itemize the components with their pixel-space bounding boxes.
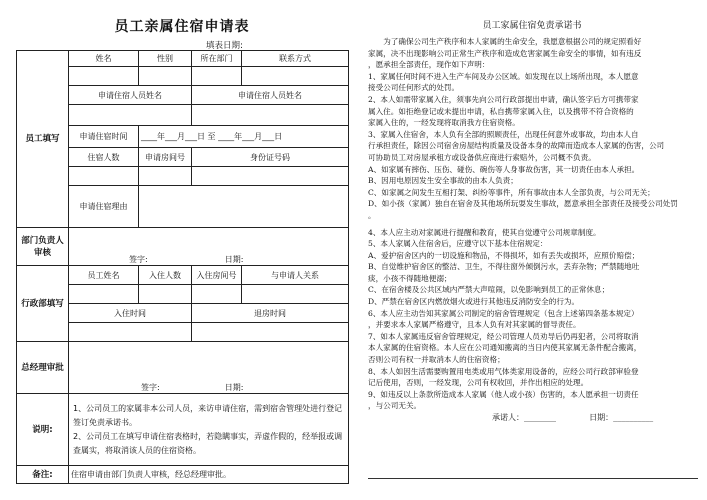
- dept-head-sign-cell[interactable]: [69, 228, 349, 266]
- letter-line: 8、本人如因生活需要购置用电类或用气体类家用设备的，应经公司行政部审验登: [368, 366, 639, 376]
- id-number-label: 身份证号码: [192, 148, 349, 167]
- letter-line: A、爱护宿舍区内的一切设施和物品，不得损坏，如有丢失或损坏，应照价赔偿；: [368, 250, 640, 260]
- id-number-cell[interactable]: [192, 167, 349, 186]
- col-relation: 与申请人关系: [242, 266, 349, 285]
- letter-line: 。: [368, 210, 376, 220]
- letter-line: C、如家属之间发生互相打架、纠纷等事件，所有事故由本人全部负责，与公司无关；: [368, 187, 655, 197]
- applicant-gender-cell[interactable]: [139, 67, 192, 86]
- dept-head-sign-label: 签字:: [129, 255, 148, 264]
- checkout-time-label: 退房时间: [192, 304, 349, 323]
- relative-name-cell-1[interactable]: [69, 105, 192, 126]
- letter-line: A、如家属有摔伤、压伤、碰伤、碗伤等人身事故伤害，其一切责任由本人承担。: [368, 164, 640, 174]
- col-name: 姓名: [69, 51, 139, 67]
- employee-name-cell[interactable]: [69, 285, 139, 304]
- letter-line: B、因用电原因发生安全事故的由本人负责；: [368, 176, 518, 186]
- letter-line: D、严禁在宿舍区内燃放烟火或进行其他违反消防安全的行为。: [368, 297, 580, 307]
- checkin-count-cell[interactable]: [139, 285, 192, 304]
- col-gender: 性别: [139, 51, 192, 67]
- letter-line: 7、如本人家属违反宿舍管理规定，经公司管理人员劝导后仍再犯者，公司将取消: [368, 331, 639, 341]
- notes-cell: [69, 394, 349, 466]
- col-dept: 所在部门: [192, 51, 242, 67]
- letter-line: B、自觉维护宿舍区的整洁、卫生，不得往窗外倾倒污水，丢弃杂物；严禁随地吐: [368, 262, 640, 272]
- applicant-name-cell[interactable]: [69, 67, 139, 86]
- letter-line: 家属入住的，一经发现将取消我方住宿资格。: [368, 118, 520, 128]
- section-admin: 行政部填写: [17, 266, 69, 342]
- letter-line: 为了确保公司生产秩序和本人家属的生命安全，我愿意根据公司的规定照看好: [383, 37, 642, 46]
- stay-time-label: 申请住宿时间: [69, 126, 139, 148]
- reason-cell[interactable]: [139, 186, 349, 228]
- letter-line: 5、本人家属入住宿舍后，应遵守以下基本住宿规定：: [368, 239, 548, 249]
- room-number-label: 申请房间号: [139, 148, 192, 167]
- gm-sign-label: 签字:: [141, 383, 160, 392]
- letter-line: C、在宿舍楼及公共区域内严禁大声喧闹，以免影响到员工的正常休息；: [368, 285, 610, 295]
- note-item-1: 1、公司员工的家属非本公司人员，来访申请住宿，需到宿舍管理处进行登记签订免责承诺书。: [73, 403, 343, 427]
- application-table: [16, 50, 349, 484]
- applicant-dept-cell[interactable]: [192, 67, 242, 86]
- col-employee-name: 员工姓名: [69, 266, 139, 285]
- checkout-time-cell[interactable]: [192, 323, 349, 342]
- col-checkin-count: 入住人数: [139, 266, 192, 285]
- col-checkin-room: 入住房间号: [192, 266, 242, 285]
- letter-line: ，并要求本人家属严格遵守，且本人负有对其家属的督导责任。: [368, 320, 581, 330]
- gm-sign-cell[interactable]: [69, 342, 349, 394]
- section-applicant: 员工填写: [17, 51, 69, 228]
- letter-line: 3、家属入住宿舍，本人负有全部的照顾责任，出现任何意外或事故，均由本人自: [368, 129, 639, 139]
- reason-label: 申请住宿理由: [69, 186, 139, 228]
- section-dept-head: 部门负责人审核: [17, 228, 69, 266]
- letter-line: 记后使用，否则，一经发现，公司有权收回，并作出相应的处理。: [368, 378, 589, 388]
- stay-time-value[interactable]: ____年___月___日 至 ____年___月___日: [139, 126, 349, 148]
- letter-line: 痰，小孩不得随地便溺；: [368, 273, 452, 283]
- letter-line: 行承担责任，除因公司宿舍房屋结构质量及设备本身的故障而造成本人家属的伤害，公司: [368, 141, 665, 151]
- promisor-label[interactable]: 承诺人：________: [492, 413, 556, 422]
- section-remark: 备注:: [17, 466, 69, 484]
- applicant-contact-cell[interactable]: [242, 67, 349, 86]
- remark-text: 住宿申请由部门负责人审核，经总经理审批。: [69, 466, 349, 484]
- dept-head-date-label: 日期:: [224, 255, 244, 264]
- letter-title: 员工家属住宿免责承诺书: [482, 21, 582, 31]
- letter-line: 家属，决不出现影响公司正常生产秩序和造成危害家属生命安全的事情，如有违反: [368, 48, 642, 58]
- form-title: 员工亲属住宿申请表: [114, 19, 250, 35]
- letter-line: D、如小孩（家属）独自在宿舍及其他场所玩耍发生事故，愿意承担全部责任及接受公司处罚: [368, 199, 678, 209]
- letter-line: 6、本人应主动告知其家属公司制定的宿舍管理规定（包含上述第四条基本规定）: [368, 308, 639, 318]
- letter-line: 属入住。如拒绝登记或未提出申请，私自携带家属入住，以及携带不符合资格的: [368, 106, 634, 116]
- fill-date-label: 填表日期:: [206, 41, 243, 51]
- people-count-label: 住宿人数: [69, 148, 139, 167]
- letter-line: 9、如违反以上条款所造成本人家属（他人或小孩）伤害的，本人愿承担一切责任: [368, 389, 639, 399]
- letter-line: 4、本人应主动对家属进行提醒和教育，使其自觉遵守公司规章制度。: [368, 227, 601, 237]
- letter-line: ，与公司无关。: [368, 401, 422, 411]
- signature-date-label[interactable]: 日期：__________: [589, 413, 654, 422]
- signature-line: [492, 412, 653, 423]
- letter-line: 本人家属的住宿资格。本人应在公司通知搬离的当日内使其家属无条件配合搬离，: [368, 343, 642, 353]
- letter-line: ，愿承担全部责任，现作如下声明：: [368, 60, 490, 70]
- relative-name-label-2: 申请住宿人员姓名: [192, 86, 349, 105]
- relative-name-label-1: 申请住宿人员姓名: [69, 86, 192, 105]
- letter-line: 1、家属任何时间不进入生产车间及办公区域。如发现在以上场所出现，本人愿意: [368, 71, 639, 81]
- letter-line: 可协助员工对房屋承租方或设备供应商进行索赔外，公司概不负责。: [368, 152, 596, 162]
- letter-line: 否则公司有权一并取消本人的住宿资格；: [368, 355, 505, 365]
- letter-line: 接受公司任何形式的处罚。: [368, 83, 460, 93]
- gm-date-label: 日期:: [224, 383, 244, 392]
- relation-cell[interactable]: [242, 285, 349, 304]
- col-contact: 联系方式: [242, 51, 349, 67]
- section-notes: 说明:: [17, 394, 69, 466]
- section-gm: 总经理审批: [17, 342, 69, 394]
- disclaimer-letter: [362, 0, 702, 500]
- checkin-time-label: 入住时间: [69, 304, 192, 323]
- checkin-time-cell[interactable]: [69, 323, 192, 342]
- bottom-rule: [368, 478, 698, 479]
- relative-name-cell-2[interactable]: [192, 105, 349, 126]
- room-number-cell[interactable]: [139, 167, 192, 186]
- letter-body: [368, 36, 698, 412]
- people-count-cell[interactable]: [69, 167, 139, 186]
- note-item-2: 2、公司员工在填写申请住宿表格时，若隐瞒事实，弄虚作假的，经举报或调查属实，将取消该人员的住宿资格。: [73, 431, 343, 455]
- letter-line: 2、本人如需带家属入住，须事先向公司行政部提出申请，确认签字后方可携带家: [368, 94, 639, 104]
- checkin-room-cell[interactable]: [192, 285, 242, 304]
- application-form: [16, 0, 348, 500]
